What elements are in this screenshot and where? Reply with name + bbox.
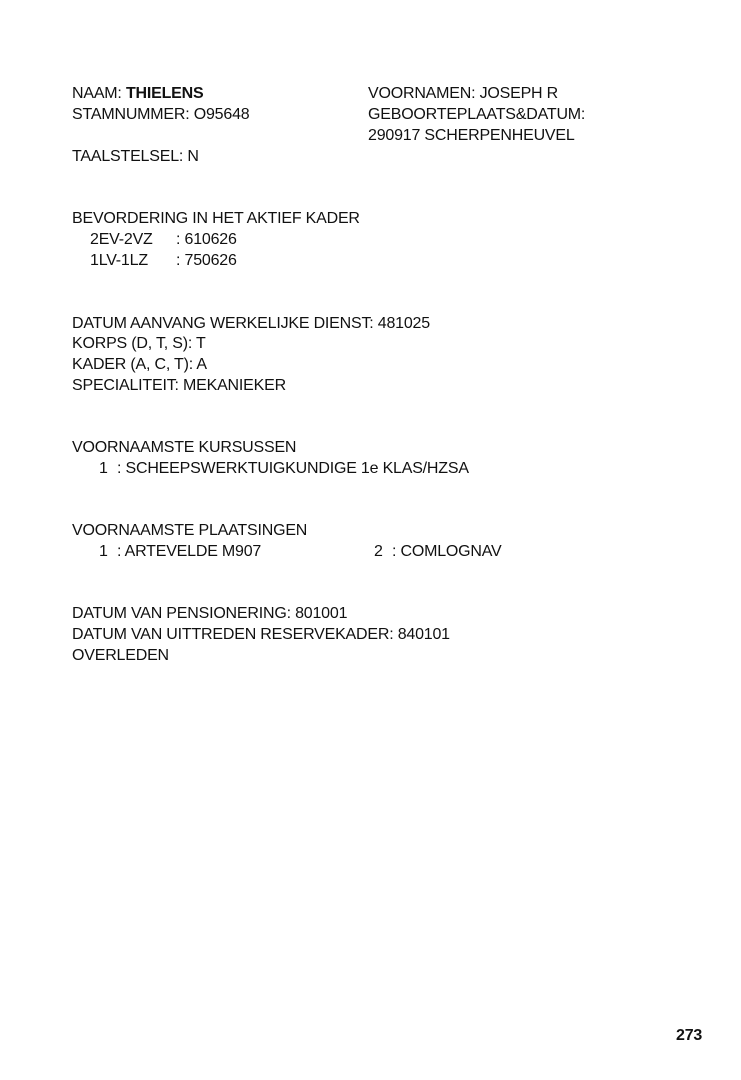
plaatsing-num-1: 1 <box>99 543 108 560</box>
kursussen-title: VOORNAAMSTE KURSUSSEN <box>72 439 297 456</box>
plaatsingen-title: VOORNAAMSTE PLAATSINGEN <box>72 522 308 539</box>
bevordering-title: BEVORDERING IN HET AKTIEF KADER <box>72 210 360 227</box>
datum-uittreden: DATUM VAN UITTREDEN RESERVEKADER: 840101 <box>72 626 450 643</box>
naam-line <box>72 84 203 104</box>
geboorte-value: 290917 SCHERPENHEUVEL <box>368 127 575 144</box>
kader: KADER (A, C, T): A <box>72 356 207 373</box>
specialiteit: SPECIALITEIT: MEKANIEKER <box>72 377 286 394</box>
plaatsing-text-1: : ARTEVELDE M907 <box>117 543 262 560</box>
kursus-num-1: 1 <box>99 460 108 477</box>
naam-value: THIELENS <box>125 85 204 102</box>
plaatsing-text-2: : COMLOGNAV <box>392 543 502 560</box>
kursus-text-1: : SCHEEPSWERKTUIGKUNDIGE 1e KLAS/HZSA <box>117 460 469 477</box>
taalstelsel: TAALSTELSEL: N <box>72 148 199 165</box>
bevordering-date-2: : 750626 <box>176 252 237 269</box>
voornamen: VOORNAMEN: JOSEPH R <box>368 85 559 102</box>
bevordering-date-1: : 610626 <box>176 231 237 248</box>
plaatsing-num-2: 2 <box>374 543 383 560</box>
datum-pensionering: DATUM VAN PENSIONERING: 801001 <box>72 605 348 622</box>
korps: KORPS (D, T, S): T <box>72 335 206 352</box>
bevordering-rank-1: 2EV-2VZ <box>90 231 153 248</box>
geboorte-label: GEBOORTEPLAATS&DATUM: <box>368 106 586 123</box>
bevordering-rank-2: 1LV-1LZ <box>90 252 148 269</box>
page-number: 273 <box>676 1027 703 1044</box>
naam-label: NAAM: <box>72 85 122 102</box>
datum-aanvang: DATUM AANVANG WERKELIJKE DIENST: 481025 <box>72 315 430 332</box>
overleden: OVERLEDEN <box>72 647 169 664</box>
stamnummer: STAMNUMMER: O95648 <box>72 106 250 123</box>
